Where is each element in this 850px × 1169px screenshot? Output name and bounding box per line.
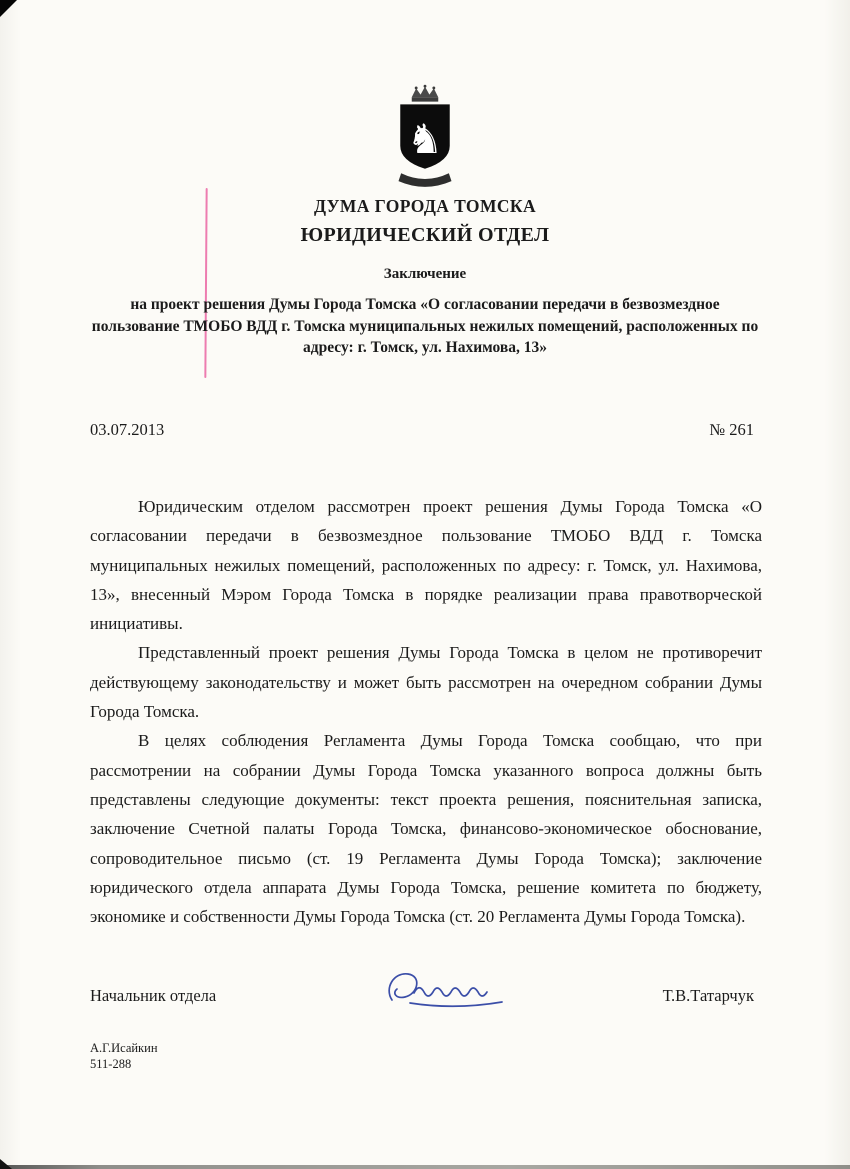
date-number-row [90,420,754,440]
horse-icon: ♞ [406,114,444,163]
scan-artifact-corner-bottom-left [0,1159,12,1169]
executor-phone: 511-288 [90,1057,132,1071]
scan-artifact-bottom-edge [0,1165,850,1169]
coat-of-arms-graphic [380,84,470,190]
signatory-position: Начальник отдела [90,986,217,1005]
signatory-name: Т.В.Татарчук [662,986,754,1005]
executor-name: А.Г.Исайкин [90,1041,158,1055]
signature-image [380,964,550,1014]
executor-block [90,1040,158,1072]
crown-icon [412,85,439,102]
document-title: Заключение [383,266,467,282]
organization-name: ДУМА ГОРОДА ТОМСКА [313,196,537,216]
ribbon-icon [399,173,452,187]
department-name: ЮРИДИЧЕСКИЙ ОТДЕЛ [300,224,550,246]
document-subject: на проект решения Думы Города Томска «О согласовании передачи в безвозмездное пользование ТМОБО ВДД г. Томска муниципальных нежилых помещений, расположенных по адресу: г. Томск, ул. Нахимова, 13» [91,296,759,356]
document-body [90,492,762,931]
coat-of-arms [380,84,470,195]
document-number: № 261 [709,420,754,439]
body-paragraph-3: В целях соблюдения Регламента Думы Города Томска сообщаю, что при рассмотрении на собрании Думы Города Томска указанного вопроса должны быть представлены следующие документы: текст проекта решения, пояснительная записка, заключение Счетной палаты Города Томска, финансово-экономическое обоснование, сопроводительное письмо (ст. 19 Регламента Думы Города Томска); заключение юридического отдела аппарата Думы Города Томска, решение комитета по бюджету, экономике и собственности Думы Города Томска (ст. 20 Регламента Думы Города Томска). [90,731,762,927]
scan-artifact-corner-top-left [0,0,17,17]
document-date: 03.07.2013 [90,420,165,439]
signature-block [90,986,754,1006]
body-paragraph-2: Представленный проект решения Думы Города Томска в целом не противоречит действующему законодательству и может быть рассмотрен на очередном собрании Думы Города Томска. [90,643,762,722]
body-paragraph-1: Юридическим отделом рассмотрен проект решения Думы Города Томска «О согласовании передачи в безвозмездное пользование ТМОБО ВДД г. Томска муниципальных нежилых помещений, расположенных по адресу: г. Томск, ул. Нахимова, 13», внесенный Мэром Города Томска в порядке реализации права правотворческой инициативы. [90,497,762,634]
